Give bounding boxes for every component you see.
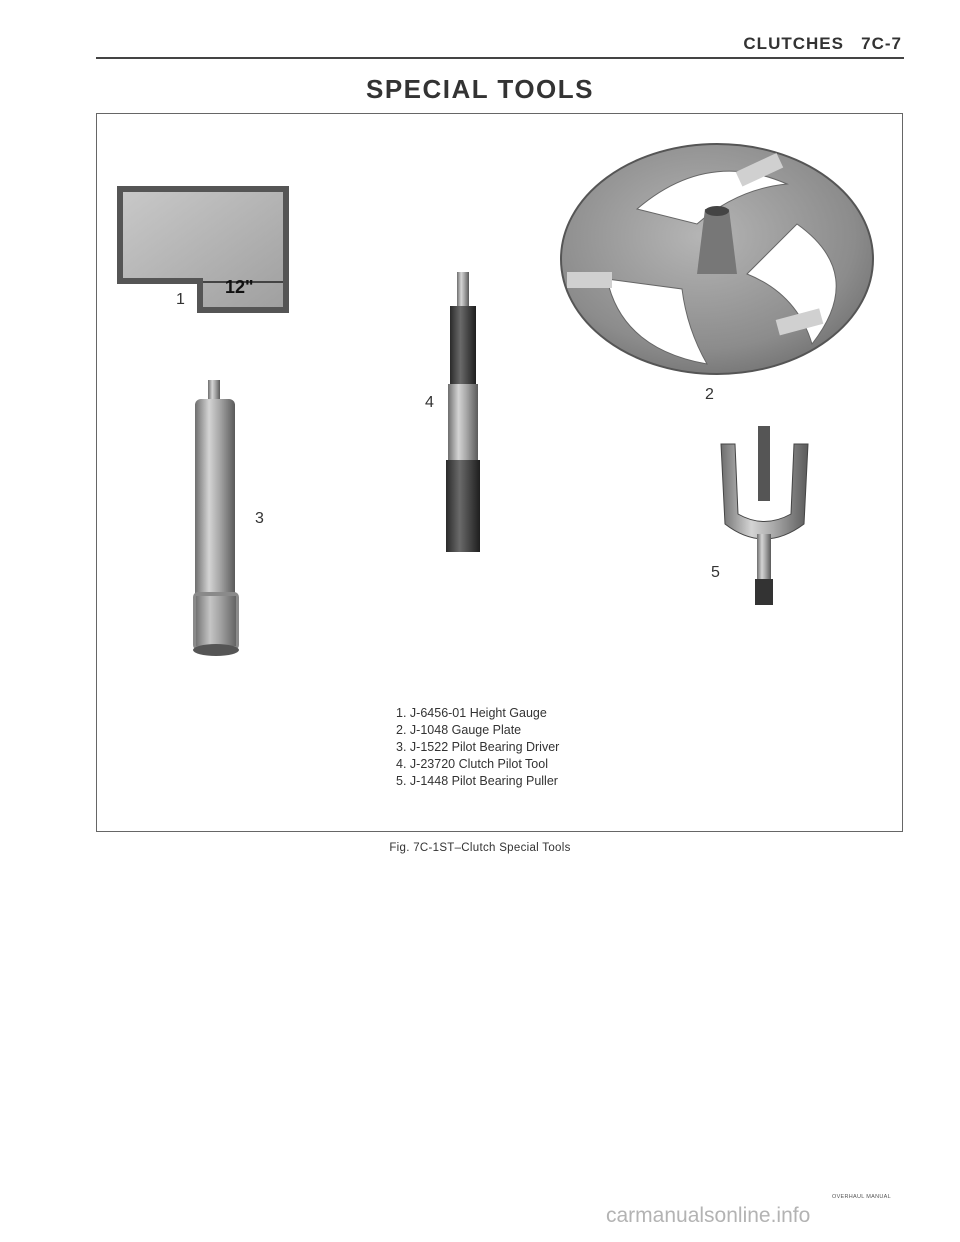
legend-part-number: J-1448 <box>409 774 449 788</box>
tool-legend <box>396 705 559 790</box>
legend-description: Gauge Plate <box>451 723 522 737</box>
legend-description: Height Gauge <box>469 706 547 720</box>
legend-part-number: J-6456-01 <box>409 706 467 720</box>
callout-5: 5 <box>711 564 720 581</box>
page-title: SPECIAL TOOLS <box>365 74 595 104</box>
legend-item: 2. J-1048 Gauge Plate <box>396 723 522 737</box>
pilot-bearing-driver-illustration <box>193 380 239 656</box>
gauge-plate-illustration <box>561 144 873 374</box>
pilot-bearing-puller-illustration <box>721 426 808 605</box>
legend-description: Pilot Bearing Driver <box>451 740 560 754</box>
callout-3: 3 <box>255 510 264 527</box>
header-page-number: 7C-7 <box>861 34 902 53</box>
clutch-pilot-tool-illustration <box>446 272 480 552</box>
legend-item: 4. J-23720 Clutch Pilot Tool <box>396 757 548 771</box>
header-section: CLUTCHES <box>743 34 844 53</box>
callout-1: 1 <box>176 291 185 308</box>
header-rule <box>96 57 904 59</box>
legend-description: Pilot Bearing Puller <box>451 774 558 788</box>
height-gauge-illustration <box>117 186 289 313</box>
figure-caption: Fig. 7C-1ST–Clutch Special Tools <box>389 842 571 854</box>
legend-part-number: J-1048 <box>409 723 449 737</box>
legend-item: 3. J-1522 Pilot Bearing Driver <box>396 740 560 754</box>
manual-label: OVERHAUL MANUAL <box>832 1194 892 1200</box>
legend-part-number: J-23720 <box>409 757 456 771</box>
legend-description: Clutch Pilot Tool <box>458 757 548 771</box>
gauge-marking-label: 12" <box>225 277 254 297</box>
callout-2: 2 <box>705 386 714 403</box>
callout-4: 4 <box>425 394 434 411</box>
watermark: carmanualsonline.info <box>606 1204 811 1227</box>
page-header <box>743 34 902 54</box>
legend-item: 5. J-1448 Pilot Bearing Puller <box>396 774 558 788</box>
legend-part-number: J-1522 <box>409 740 449 754</box>
legend-item: 1. J-6456-01 Height Gauge <box>396 706 547 720</box>
